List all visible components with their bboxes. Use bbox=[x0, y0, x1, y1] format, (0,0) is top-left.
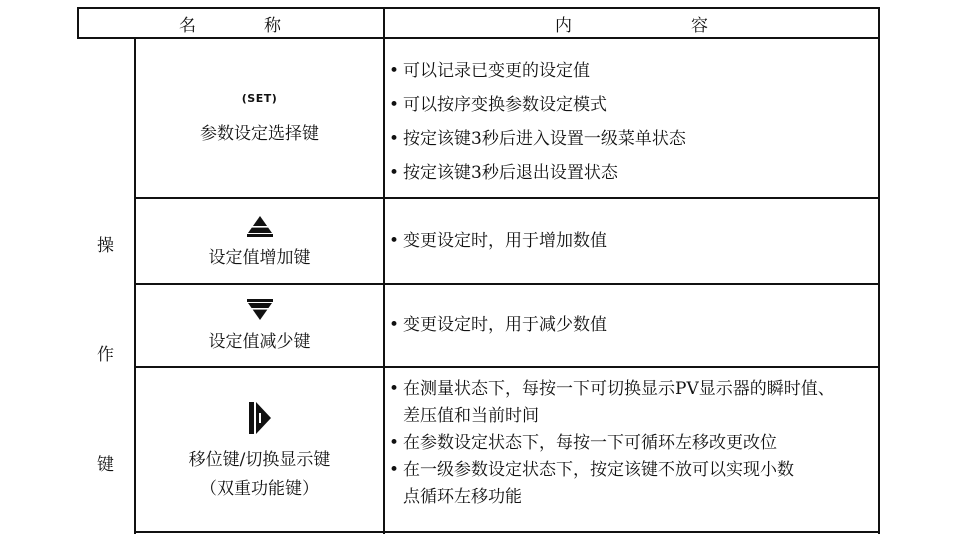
list-item: • 可以记录已变更的设定值 bbox=[389, 61, 590, 81]
down-triangle-icon bbox=[247, 299, 273, 321]
row-set-key-content bbox=[389, 59, 686, 195]
group-label-char-2: 作 bbox=[97, 345, 114, 365]
group-label-char-3: 键 bbox=[97, 455, 114, 475]
shift-key-label-secondary: （双重功能键） bbox=[200, 478, 319, 499]
group-label-char-1: 操 bbox=[97, 236, 114, 256]
set-key-icon: (SET) bbox=[241, 92, 278, 105]
list-item: • 变更设定时，用于增加数值 bbox=[389, 231, 607, 251]
row-down-key-content bbox=[389, 313, 607, 347]
header-name: 名 称 bbox=[179, 15, 281, 36]
up-key-label: 设定值增加键 bbox=[208, 247, 311, 268]
list-item: • 按定该键3秒后退出设置状态 bbox=[389, 163, 618, 183]
row-down-key-name bbox=[136, 285, 383, 366]
list-item-continuation: 差压值和当前时间 bbox=[403, 406, 539, 426]
list-item: • 按定该键3秒后进入设置一级菜单状态 bbox=[389, 129, 686, 149]
row-shift-key-name bbox=[136, 368, 383, 531]
list-item: • 可以按序变换参数设定模式 bbox=[389, 95, 607, 115]
row-up-key-name bbox=[136, 199, 383, 283]
name-content-divider bbox=[383, 7, 385, 534]
list-item: • 在参数设定状态下，每按一下可循环左移改更改位 bbox=[389, 433, 777, 453]
row-set-key-name bbox=[136, 39, 383, 197]
row-up-key-content bbox=[389, 229, 607, 263]
down-key-label: 设定值减少键 bbox=[208, 332, 311, 352]
list-item: • 变更设定时，用于减少数值 bbox=[389, 315, 607, 335]
table-bottom-border bbox=[135, 531, 880, 533]
row-shift-key-content bbox=[389, 377, 835, 512]
up-triangle-icon bbox=[247, 215, 273, 237]
set-key-label: 参数设定选择键 bbox=[200, 124, 319, 144]
operation-key-table bbox=[77, 7, 880, 534]
shift-arrow-icon bbox=[248, 401, 272, 435]
list-item: • 在一级参数设定状态下，按定该键不放可以实现小数 bbox=[389, 460, 794, 480]
header-content: 内 容 bbox=[555, 15, 708, 36]
list-item: • 在测量状态下，每按一下可切换显示PV显示器的瞬时值、 bbox=[389, 379, 835, 399]
shift-key-label: 移位键/切换显示键 bbox=[188, 449, 331, 470]
list-item-continuation: 点循环左移功能 bbox=[403, 487, 522, 507]
table-right-border bbox=[878, 7, 880, 534]
